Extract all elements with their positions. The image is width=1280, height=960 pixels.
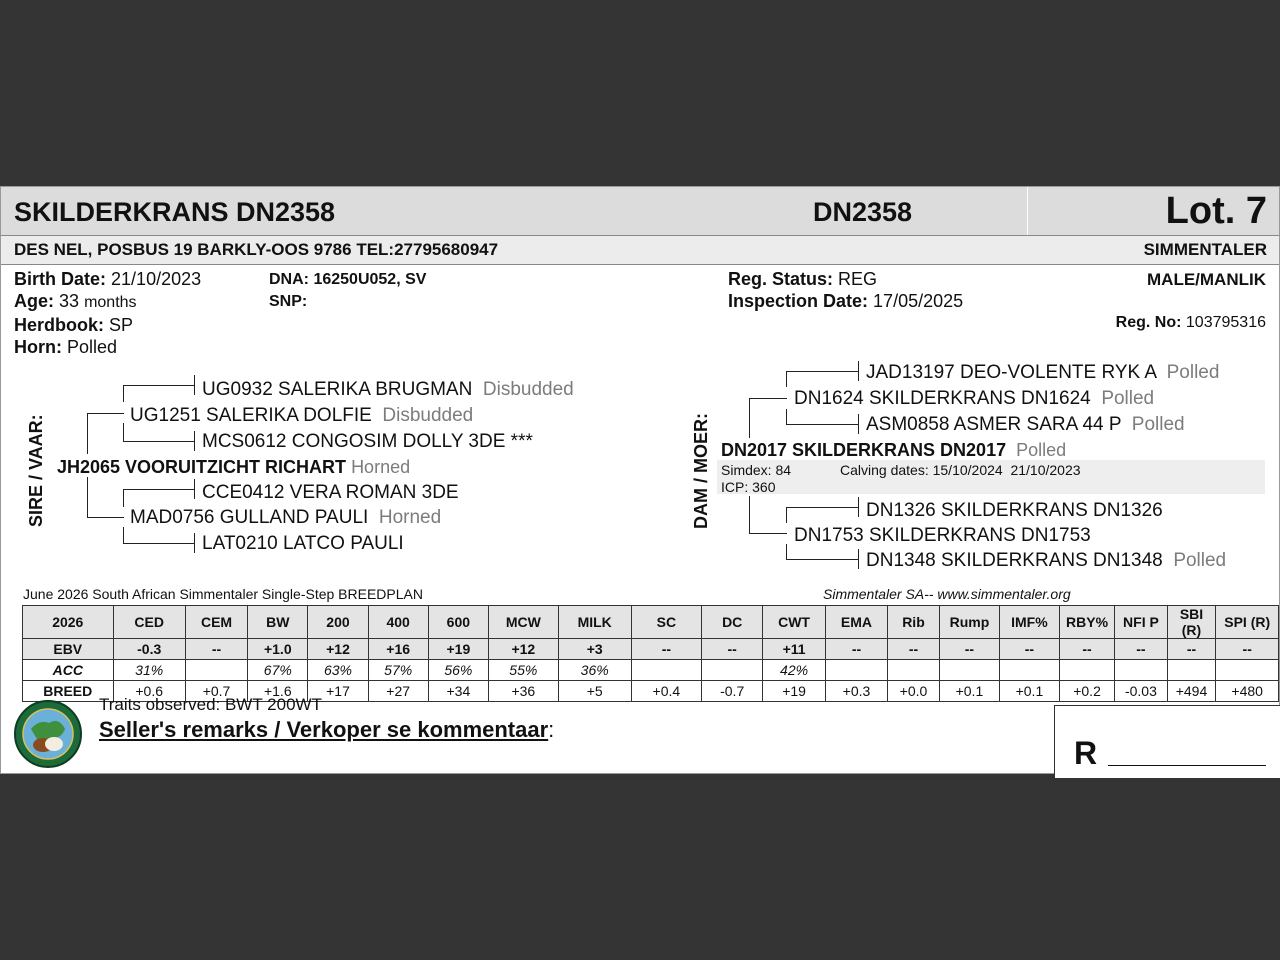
ped-line	[786, 544, 787, 560]
ebv-cell	[702, 660, 763, 681]
ped-line	[858, 497, 859, 517]
age-value: 33	[59, 291, 80, 311]
ebv-cell: 63%	[308, 660, 368, 681]
title-divider	[1027, 187, 1028, 235]
remarks-label: Seller's remarks / Verkoper se kommentaar	[99, 717, 549, 742]
ebv-cell	[888, 660, 940, 681]
ped-line	[749, 398, 750, 438]
ebv-header-cell: SPI (R)	[1216, 606, 1279, 639]
ebv-cell: 56%	[428, 660, 488, 681]
ebv-cell	[1000, 660, 1060, 681]
ebv-header-cell: 2026	[23, 606, 114, 639]
ebv-header-cell: CWT	[763, 606, 825, 639]
ebv-cell	[939, 660, 999, 681]
pedigree-name: DN1624 SKILDERKRANS DN1624	[794, 388, 1091, 409]
pedigree-name: UG1251 SALERIKA DOLFIE	[130, 405, 372, 426]
birth-date: 21/10/2023	[111, 269, 202, 289]
ped-line	[786, 424, 859, 425]
ebv-cell: +5	[558, 681, 631, 702]
dam-sire-dam	[866, 414, 1185, 436]
ebv-cell: -0.7	[702, 681, 763, 702]
pedigree-name: DN1348 SKILDERKRANS DN1348	[866, 550, 1163, 571]
ped-line	[858, 549, 859, 569]
ped-line	[123, 489, 124, 507]
ebv-header-cell: SBI (R)	[1167, 606, 1216, 639]
ebv-header-cell: NFI P	[1115, 606, 1167, 639]
birth-date-label: Birth Date:	[14, 269, 107, 289]
icp: ICP: 360	[721, 479, 776, 495]
ebv-cell: +34	[428, 681, 488, 702]
ebv-cell: +11	[763, 639, 825, 660]
ebv-cell	[1059, 660, 1115, 681]
simdex: Simdex: 84	[721, 462, 792, 478]
ped-line	[123, 423, 124, 442]
ebv-header-cell: CED	[113, 606, 185, 639]
dna-label: DNA:	[269, 271, 309, 288]
ebv-cell	[1167, 660, 1216, 681]
pedigree-name: LAT0210 LATCO PAULI	[202, 533, 404, 554]
ebv-cell	[631, 660, 701, 681]
ped-line	[858, 414, 859, 434]
pedigree-name: ASM0858 ASMER SARA 44 P	[866, 414, 1122, 435]
pedigree-note: Horned	[351, 457, 411, 477]
ebv-cell: +17	[308, 681, 368, 702]
ped-line	[194, 431, 195, 451]
ebv-cell: +1.0	[248, 639, 308, 660]
reg-no: 103795316	[1185, 314, 1266, 331]
ebv-cell: 42%	[763, 660, 825, 681]
ebv-cell: --	[825, 639, 887, 660]
price-prefix: R	[1074, 735, 1098, 771]
animal-name: SKILDERKRANS DN2358	[14, 197, 336, 227]
dam	[721, 440, 1066, 461]
horn: Polled	[67, 337, 118, 357]
owner-address: DES NEL, POSBUS 19 BARKLY-OOS 9786 TEL:27795680947	[14, 240, 499, 259]
ped-line	[786, 507, 787, 523]
inspection-date: 17/05/2025	[873, 291, 964, 311]
ped-line	[194, 375, 195, 395]
ped-line	[786, 507, 859, 508]
ped-line	[123, 441, 195, 442]
ebv-header-cell: 200	[308, 606, 368, 639]
owner-bar	[1, 236, 1279, 265]
ebv-header-row	[23, 606, 1279, 639]
pedigree-name: JAD13197 DEO-VOLENTE RYK A	[866, 362, 1157, 383]
ebv-cell	[1216, 660, 1279, 681]
dam-dam-dam	[866, 550, 1226, 572]
ebv-header-cell: MILK	[558, 606, 631, 639]
ebv-row-label: BREED	[23, 681, 114, 702]
reg-no-block	[1116, 314, 1266, 332]
ebv-cell: 67%	[248, 660, 308, 681]
ebv-cell: +480	[1216, 681, 1279, 702]
dam-dam	[794, 525, 1091, 547]
reg-status-label: Reg. Status:	[728, 269, 834, 289]
ped-line	[749, 496, 750, 534]
inspection-label: Inspection Date:	[728, 291, 869, 311]
snp-label: SNP:	[269, 293, 308, 310]
ebv-cell	[825, 660, 887, 681]
dam-dam-sire	[866, 500, 1163, 522]
ped-line	[123, 527, 124, 544]
ebv-header-cell: DC	[702, 606, 763, 639]
reg-no-label: Reg. No:	[1115, 314, 1182, 331]
simmentaler-logo	[13, 699, 83, 769]
ebv-cell: +0.7	[185, 681, 247, 702]
sire-dam-sire	[202, 482, 459, 504]
ebv-cell: +0.3	[825, 681, 887, 702]
pedigree-note: Disbudded	[382, 405, 474, 426]
pedigree-note: Polled	[1131, 414, 1185, 435]
ped-line	[858, 361, 859, 381]
ebv-cell: +36	[488, 681, 558, 702]
age-unit: months	[84, 294, 137, 311]
ebv-cell: -0.03	[1115, 681, 1167, 702]
title-bar	[1, 187, 1279, 236]
ebv-cell: +0.1	[939, 681, 999, 702]
sex: MALE/MANLIK	[1147, 270, 1266, 289]
ebv-header-cell: 400	[368, 606, 428, 639]
ebv-cell: 57%	[368, 660, 428, 681]
ebv-cell: -0.3	[113, 639, 185, 660]
ebv-row-label: ACC	[23, 660, 114, 681]
ebv-cell: +0.0	[888, 681, 940, 702]
details-left	[14, 268, 201, 358]
sire-sire-sire	[202, 379, 574, 401]
ped-line	[194, 479, 195, 499]
ped-line	[123, 385, 195, 386]
remarks-heading	[99, 717, 554, 743]
ped-line	[786, 371, 859, 372]
pedigree-note: Polled	[1101, 388, 1155, 409]
ebv-cell: --	[1216, 639, 1279, 660]
sire-sire-dam	[202, 431, 533, 453]
pedigree-name: MAD0756 GULLAND PAULI	[130, 507, 369, 528]
ebv-cell: --	[1167, 639, 1216, 660]
price-line[interactable]	[1108, 765, 1266, 766]
ebv-cell: 55%	[488, 660, 558, 681]
ebv-header-cell: IMF%	[1000, 606, 1060, 639]
ped-line	[87, 413, 88, 454]
sire	[57, 457, 410, 478]
ebv-cell	[1115, 660, 1167, 681]
ped-line	[87, 477, 88, 518]
ebv-header-cell: SC	[631, 606, 701, 639]
ped-line	[194, 533, 195, 553]
ebv-cell: +19	[428, 639, 488, 660]
ebv-cell: +0.6	[113, 681, 185, 702]
pedigree-note: Polled	[1173, 550, 1227, 571]
ped-line	[87, 517, 124, 518]
traits-observed: Traits observed: BWT 200WT	[99, 695, 322, 714]
details-right	[728, 268, 963, 312]
sire-sire	[130, 405, 473, 427]
pedigree-name: MCS0612 CONGOSIM DOLLY 3DE ***	[202, 431, 533, 452]
pedigree-note: Horned	[378, 507, 442, 528]
ebv-cell: +0.4	[631, 681, 701, 702]
ped-line	[749, 398, 787, 399]
dna-block	[269, 269, 426, 313]
dam-sire-sire	[866, 362, 1219, 384]
ebv-header-cell: CEM	[185, 606, 247, 639]
ebv-header-cell: RBY%	[1059, 606, 1115, 639]
ebv-cell: --	[939, 639, 999, 660]
ebv-cell: +3	[558, 639, 631, 660]
breed-name: SIMMENTALER	[1143, 240, 1267, 259]
horn-label: Horn:	[14, 337, 62, 357]
ped-line	[123, 489, 195, 490]
pedigree-name: DN1326 SKILDERKRANS DN1326	[866, 500, 1163, 521]
ebv-table	[22, 605, 1279, 702]
ebv-row-label: EBV	[23, 639, 114, 660]
dna-value: 16250U052, SV	[313, 271, 427, 288]
ped-line	[87, 413, 124, 414]
ped-line	[749, 533, 787, 534]
ebv-header-cell: MCW	[488, 606, 558, 639]
lot-number: Lot. 7	[1165, 190, 1267, 232]
ebv-cell: +27	[368, 681, 428, 702]
ped-line	[123, 543, 195, 544]
ebv-header-cell: Rump	[939, 606, 999, 639]
remarks-colon: :	[548, 717, 555, 742]
ebv-cell: 31%	[113, 660, 185, 681]
herdbook: SP	[109, 315, 134, 335]
lot-card	[0, 186, 1280, 774]
sire-dam	[130, 507, 441, 529]
ebv-cell: +19	[763, 681, 825, 702]
ebv-header-cell: EMA	[825, 606, 887, 639]
ebv-cell: +494	[1167, 681, 1216, 702]
reg-status: REG	[838, 269, 878, 289]
ped-line	[123, 385, 124, 402]
ebv-header-cell: Rib	[888, 606, 940, 639]
ped-line	[786, 409, 787, 425]
ebv-cell: +12	[488, 639, 558, 660]
calving-dates: Calving dates: 15/10/2024 21/10/2023	[840, 462, 1081, 478]
ebv-row-ebv	[23, 639, 1279, 660]
ebv-cell: +16	[368, 639, 428, 660]
pedigree-note: Polled	[1166, 362, 1220, 383]
breedplan-source: Simmentaler SA-- www.simmentaler.org	[823, 586, 1071, 602]
ebv-cell: +0.2	[1059, 681, 1115, 702]
sire-side-label: SIRE / VAAR:	[26, 414, 46, 527]
dam-name: DN2017 SKILDERKRANS DN2017	[721, 440, 1007, 460]
ped-line	[786, 371, 787, 387]
dam-side-label: DAM / MOER:	[691, 413, 711, 529]
ebv-header-cell: 600	[428, 606, 488, 639]
pedigree-name: DN1753 SKILDERKRANS DN1753	[794, 525, 1091, 546]
pedigree-note: Polled	[1016, 440, 1067, 460]
ebv-cell: --	[1059, 639, 1115, 660]
ped-line	[786, 559, 859, 560]
dam-sire	[794, 388, 1154, 410]
pedigree-name: CCE0412 VERA ROMAN 3DE	[202, 482, 459, 503]
ebv-cell: 36%	[558, 660, 631, 681]
pedigree-note: Disbudded	[482, 379, 574, 400]
animal-id: DN2358	[813, 197, 913, 227]
age-label: Age:	[14, 291, 54, 311]
ebv-cell: +0.1	[1000, 681, 1060, 702]
pedigree-name: UG0932 SALERIKA BRUGMAN	[202, 379, 473, 400]
ebv-cell: --	[888, 639, 940, 660]
ebv-cell: --	[702, 639, 763, 660]
ebv-cell: --	[1000, 639, 1060, 660]
ebv-cell: --	[631, 639, 701, 660]
sire-dam-dam	[202, 533, 404, 555]
ebv-cell: --	[1115, 639, 1167, 660]
ebv-cell: +1.6	[248, 681, 308, 702]
sire-name: JH2065 VOORUITZICHT RICHART	[57, 457, 347, 477]
ebv-cell: --	[185, 639, 247, 660]
ebv-cell: +12	[308, 639, 368, 660]
breedplan-caption: June 2026 South African Simmentaler Single-Step BREEDPLAN	[23, 586, 423, 602]
herdbook-label: Herdbook:	[14, 315, 104, 335]
ebv-cell	[185, 660, 247, 681]
ebv-row-acc	[23, 660, 1279, 681]
ebv-header-cell: BW	[248, 606, 308, 639]
